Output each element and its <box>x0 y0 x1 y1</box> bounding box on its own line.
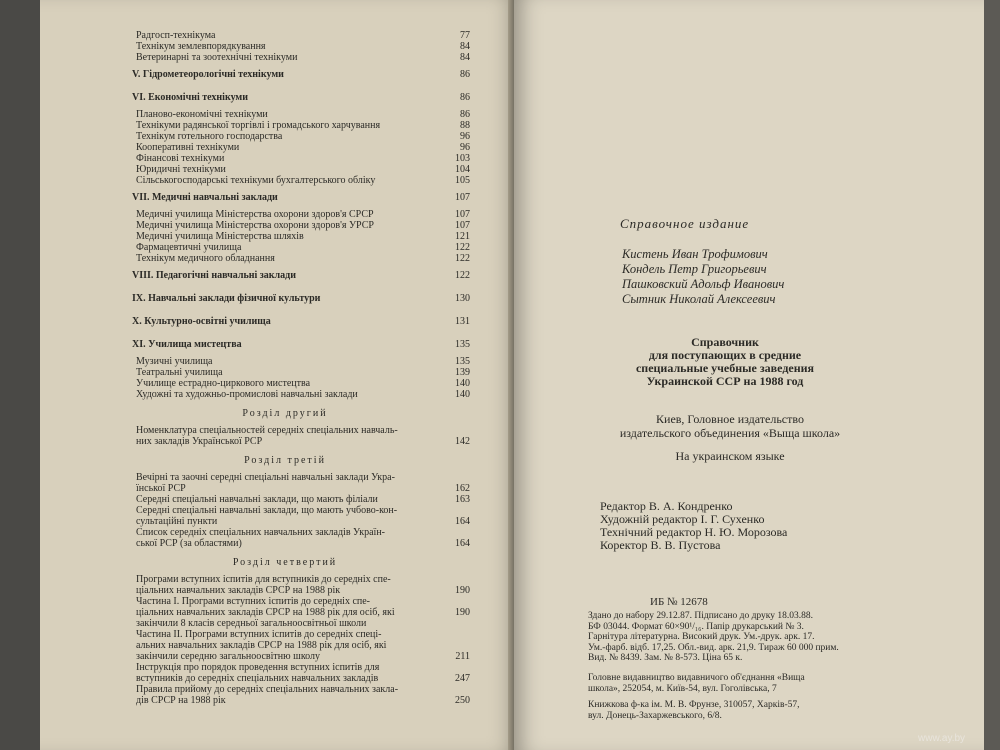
toc-entry-title: Фінансові технікуми <box>136 153 225 164</box>
toc-entry <box>100 494 470 505</box>
toc-entry <box>100 618 470 629</box>
toc-entry-title: VI. Економічні технікуми <box>132 92 249 103</box>
toc-entry-title: Планово-економічні технікуми <box>136 109 268 120</box>
toc-entry-title: Фармацевтичні училища <box>136 242 242 253</box>
background-edge <box>984 0 1000 750</box>
toc-entry <box>100 607 470 618</box>
toc-entry-title: ціальних навчальних закладів СРСР на 1988 рік <box>136 585 341 596</box>
toc-entry-page: 247 <box>455 673 470 684</box>
tech-line: Здано до набору 29.12.87. Підписано до друку 18.03.88. <box>588 611 814 621</box>
toc-entry <box>100 52 470 63</box>
toc-entry-title: Музичні училища <box>136 356 213 367</box>
toc-entry-page: 211 <box>455 651 470 662</box>
toc-entry <box>100 472 470 483</box>
author-name: Кондель Петр Григорьевич <box>622 262 767 276</box>
editor-line: Художній редактор І. Г. Сухенко <box>600 512 765 526</box>
toc-entry <box>100 293 470 304</box>
title-line: Справочник <box>691 335 759 349</box>
toc-entry-title: Середні спеціальні навчальні заклади, що мають учбово-кон- <box>136 505 398 516</box>
toc-entry <box>100 673 470 684</box>
toc-entry-title: Правила прийому до середніх спеціальних навчальних закла- <box>136 684 399 695</box>
toc-entry-page: 77 <box>460 30 470 41</box>
toc-entry-page: 107 <box>455 192 470 203</box>
toc-entry-title: Інструкція про порядок проведення вступних іспитів для <box>136 662 380 673</box>
title-line: Украинской ССР на 1988 год <box>646 374 804 388</box>
toc-entry-title: Кооперативні технікуми <box>136 142 240 153</box>
toc-entry-page: 84 <box>460 41 470 52</box>
toc-entry-page: 135 <box>455 356 470 367</box>
toc-entry <box>100 220 470 231</box>
editor-line: Технічний редактор Н. Ю. Морозова <box>600 525 788 539</box>
technical-details <box>588 611 888 664</box>
toc-entry-page: 107 <box>455 209 470 220</box>
toc-entry <box>100 242 470 253</box>
toc-entry-page: 88 <box>460 120 470 131</box>
toc-entry-title: Медичні училища Міністерства шляхів <box>136 231 304 242</box>
toc-entry-page: 122 <box>455 270 470 281</box>
toc-entry-page: 122 <box>455 242 470 253</box>
toc-entry <box>100 651 470 662</box>
toc-entry-page: 250 <box>455 695 470 706</box>
language-note: На украинском языке <box>675 449 785 463</box>
toc-entry <box>100 516 470 527</box>
tech-line: БФ 03044. Формат 60×90¹/₁₆. Папір друкарський № 3. <box>588 621 804 632</box>
toc-entry-page: 190 <box>455 607 470 618</box>
toc-entry <box>100 142 470 153</box>
editor-line: Коректор В. В. Пустова <box>600 538 721 552</box>
toc-entry-page: 107 <box>455 220 470 231</box>
tech-line: Вид. № 8439. Зам. № 8-573. Ціна 65 к. <box>588 653 743 663</box>
toc-entry-title: Сільськогосподарські технікуми бухгалтерського обліку <box>136 175 376 186</box>
toc-entry-page: 140 <box>455 378 470 389</box>
toc-entry <box>100 367 470 378</box>
section-heading: Розділ другий <box>242 408 328 419</box>
toc-entry-title: них закладів Української РСР <box>136 436 263 447</box>
tech-line: Гарнітура літературна. Високий друк. Ум.-друк. арк. 17. <box>588 632 815 642</box>
toc-entry <box>100 153 470 164</box>
toc-entry-page: 164 <box>455 538 470 549</box>
toc-entry <box>100 120 470 131</box>
toc-entry-title: XI. Училища мистецтва <box>132 339 242 350</box>
publishing-line: Головне видавництво видавничого об'єднання «Вища <box>588 673 805 683</box>
table-of-contents <box>100 30 470 706</box>
author-name: Кистень Иван Трофимович <box>622 247 768 261</box>
toc-entry-title: Ветеринарні та зоотехнічні технікуми <box>136 52 298 63</box>
toc-entry-title: X. Культурно-освітні училища <box>132 316 271 327</box>
toc-entry-title: закінчили 8 класів середньої загальноосвітньої школи <box>136 618 367 629</box>
toc-entry-page: 103 <box>455 153 470 164</box>
toc-entry <box>100 164 470 175</box>
toc-entry-page: 96 <box>460 142 470 153</box>
toc-entry <box>100 30 470 41</box>
toc-entry-page: 96 <box>460 131 470 142</box>
toc-entry-title: ської РСР (за областями) <box>136 538 242 549</box>
toc-entry <box>100 109 470 120</box>
toc-entry-title: Театральні училища <box>136 367 223 378</box>
toc-entry-title: Середні спеціальні навчальні заклади, що мають філіали <box>136 494 378 505</box>
toc-entry-page: 130 <box>455 293 470 304</box>
toc-entry-title: Список середніх спеціальних навчальних закладів Україн- <box>136 527 385 538</box>
toc-entry <box>100 270 470 281</box>
toc-entry-title: Вечірні та заочні середні спеціальні навчальні заклади Укра- <box>136 472 395 483</box>
toc-entry <box>100 41 470 52</box>
toc-entry <box>100 253 470 264</box>
toc-entry <box>100 527 470 538</box>
toc-entry-page: 86 <box>460 69 470 80</box>
publishing-line: школа», 252054, м. Київ-54, вул. Гоголівська, 7 <box>588 683 777 694</box>
toc-entry-title: Технікум медичного обладнання <box>136 253 275 264</box>
toc-entry-title: альних навчальних закладів СРСР на 1988 рік для осіб, які <box>136 640 387 651</box>
toc-entry <box>100 483 470 494</box>
toc-entry-title: вступників до середніх спеціальних навчальних закладів <box>136 673 379 684</box>
author-name: Пашковский Адольф Иванович <box>622 277 785 291</box>
toc-entry-page: 104 <box>455 164 470 175</box>
printing-house <box>588 700 888 721</box>
toc-entry-page: 135 <box>455 339 470 350</box>
author-name: Сытник Николай Алексеевич <box>622 292 776 306</box>
toc-entry-title: VIII. Педагогічні навчальні заклади <box>132 270 296 281</box>
toc-entry <box>100 378 470 389</box>
toc-entry-page: 142 <box>455 436 470 447</box>
toc-entry <box>100 339 470 350</box>
toc-entry-title: Технікуми радянської торгівлі і громадського харчування <box>136 120 381 131</box>
toc-entry-page: 84 <box>460 52 470 63</box>
toc-entry-title: закінчили середню загальноосвітню школу <box>136 651 321 662</box>
title-line: для поступающих в средние <box>648 348 802 362</box>
toc-entry-title: Програми вступних іспитів для вступників до середніх спе- <box>136 574 391 585</box>
toc-entry-title: V. Гідрометеорологічні технікуми <box>132 69 284 80</box>
toc-entry-title: ціальних навчальних закладів СРСР на 1988 рік для осіб, які <box>136 607 395 618</box>
ib-number: ИБ № 12678 <box>650 596 708 608</box>
toc-entry <box>100 425 470 436</box>
title-line: специальные учебные заведения <box>635 361 815 375</box>
toc-entry <box>100 92 470 103</box>
toc-entry <box>100 505 470 516</box>
toc-entry-page: 121 <box>455 231 470 242</box>
toc-entry-title: сультаційні пункти <box>136 516 218 527</box>
section-heading: Розділ третій <box>244 455 326 466</box>
authors-list <box>622 247 922 307</box>
toc-entry-title: Радгосп-технікума <box>136 30 216 41</box>
toc-entry-page: 86 <box>460 109 470 120</box>
watermark: www.ay.by <box>918 733 966 744</box>
toc-entry-page: 122 <box>455 253 470 264</box>
toc-entry <box>100 316 470 327</box>
printing-line: Книжкова ф-ка ім. М. В. Фрунзе, 310057, Харків-57, <box>588 700 800 710</box>
toc-entry-title: дів СРСР на 1988 рік <box>136 695 226 706</box>
toc-entry-title: Номенклатура спеціальностей середніх спеціальних навчаль- <box>136 425 398 436</box>
toc-entry <box>100 356 470 367</box>
toc-entry-title: Медичні училища Міністерства охорони здоров'я СРСР <box>136 209 374 220</box>
toc-entry <box>100 574 470 585</box>
toc-entry <box>100 175 470 186</box>
toc-entry-page: 86 <box>460 92 470 103</box>
toc-entry-page: 163 <box>455 494 470 505</box>
toc-entry-title: Технікум готельного господарства <box>136 131 283 142</box>
toc-entry-page: 190 <box>455 585 470 596</box>
toc-entry <box>100 192 470 203</box>
book-title <box>600 336 850 388</box>
toc-entry-title: IX. Навчальні заклади фізичної культури <box>132 293 321 304</box>
toc-entry <box>100 629 470 640</box>
publishing-house <box>588 673 878 694</box>
toc-entry-title: Частина II. Програми вступних іспитів до середніх спеці- <box>136 629 382 640</box>
toc-entry-title: Частина І. Програми вступних іспитів до середніх спе- <box>136 596 371 607</box>
toc-entry <box>100 436 470 447</box>
toc-entry <box>100 69 470 80</box>
editors-list <box>600 500 870 552</box>
toc-entry-page: 131 <box>455 316 470 327</box>
toc-entry <box>100 684 470 695</box>
toc-entry-title: їнської РСР <box>136 483 186 494</box>
publisher-line: издательского объединения «Выща школа» <box>619 426 841 440</box>
toc-entry-page: 105 <box>455 175 470 186</box>
toc-entry-title: Медичні училища Міністерства охорони здоров'я УРСР <box>136 220 374 231</box>
tech-line: Ум.-фарб. відб. 17,25. Обл.-вид. арк. 21,9. Тираж 60 000 прим. <box>588 642 839 653</box>
toc-entry-title: VII. Медичні навчальні заклади <box>132 192 278 203</box>
printing-line: вул. Донець-Захаржевського, 6/8. <box>588 710 722 721</box>
toc-entry <box>100 538 470 549</box>
publisher-line: Киев, Головное издательство <box>656 412 804 426</box>
toc-entry <box>100 662 470 673</box>
toc-entry <box>100 131 470 142</box>
toc-entry <box>100 596 470 607</box>
toc-entry-title: Технікум землевпорядкування <box>136 41 266 52</box>
section-heading: Розділ четвертий <box>232 557 338 568</box>
publisher <box>600 412 860 440</box>
toc-entry-title: Художні та художньо-промислові навчальні заклади <box>136 389 358 400</box>
toc-entry <box>100 695 470 706</box>
editor-line: Редактор В. А. Кондренко <box>600 499 733 513</box>
toc-entry-page: 140 <box>455 389 470 400</box>
toc-entry <box>100 585 470 596</box>
toc-entry-title: Юридичні технікуми <box>136 164 226 175</box>
toc-entry <box>100 231 470 242</box>
toc-entry <box>100 640 470 651</box>
toc-entry-title: Училище естрадно-циркового мистецтва <box>136 378 311 389</box>
toc-entry-page: 164 <box>455 516 470 527</box>
toc-entry <box>100 209 470 220</box>
reference-edition-label: Справочное издание <box>620 216 750 231</box>
toc-entry-page: 162 <box>455 483 470 494</box>
toc-entry <box>100 389 470 400</box>
toc-entry-page: 139 <box>455 367 470 378</box>
